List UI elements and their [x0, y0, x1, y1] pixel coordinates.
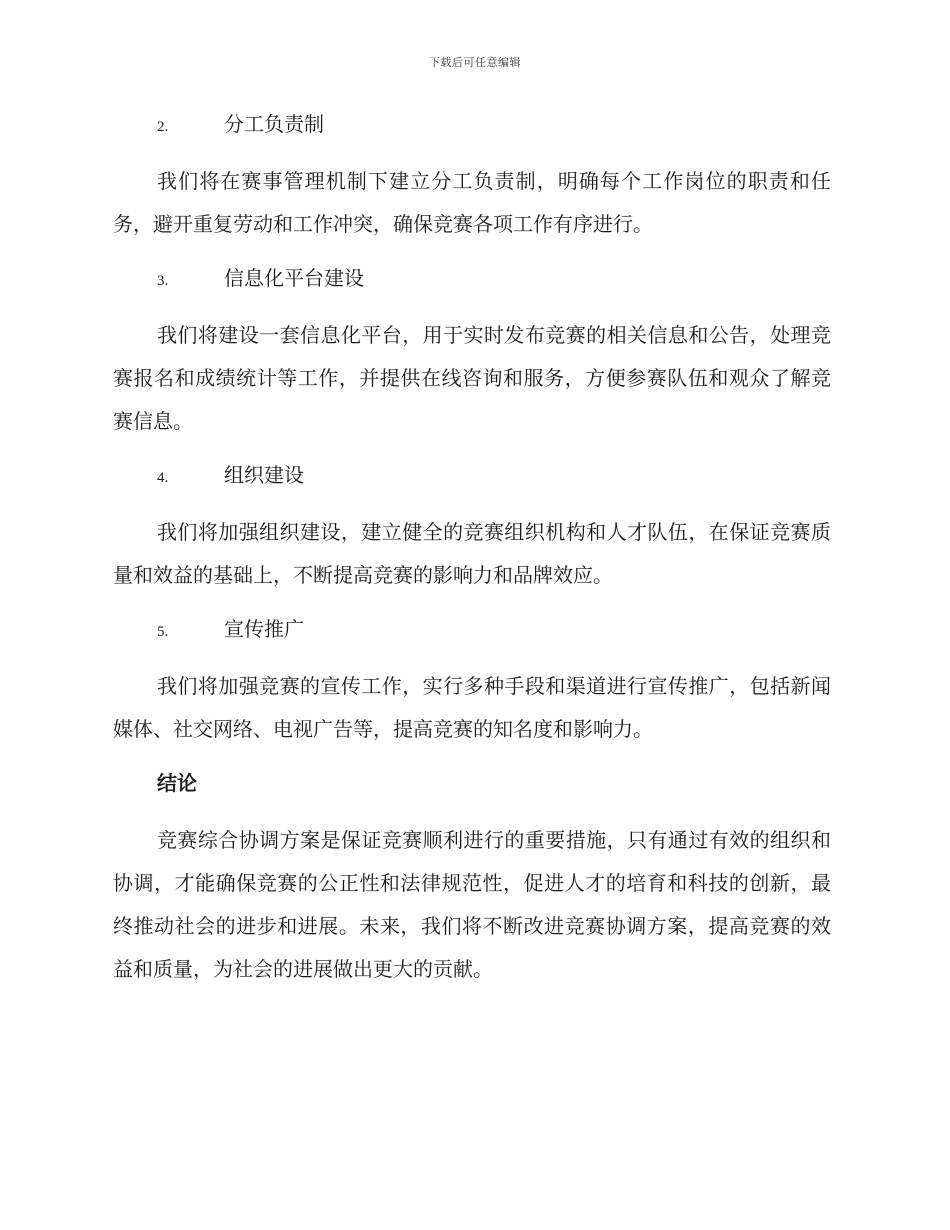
conclusion-paragraph: 竞赛综合协调方案是保证竞赛顺利进行的重要措施，只有通过有效的组织和协调，才能确保竞赛的公正性和法律规范性，促进人才的培育和科技的创新，最终推动社会的进步和进展。未来，我们将不断改进竞赛协调方案，提高竞赛的效益和质量，为社会的进展做出更大的贡献。 — [113, 828, 831, 981]
item-number: 3. — [157, 273, 169, 289]
item-number: 5. — [157, 624, 169, 640]
document-body — [113, 108, 831, 1007]
page-header: 下载后可任意编辑 — [429, 56, 521, 69]
item-title: 宣传推广 — [224, 617, 304, 641]
item-title: 分工负责制 — [224, 112, 324, 136]
item-paragraph: 我们将建设一套信息化平台，用于实时发布竞赛的相关信息和公告，处理竞赛报名和成绩统计等工作，并提供在线咨询和服务，方便参赛队伍和观众了解竞赛信息。 — [113, 323, 831, 433]
item-heading-2 — [113, 108, 831, 144]
item-paragraph: 我们将在赛事管理机制下建立分工负责制，明确每个工作岗位的职责和任务，避开重复劳动和工作冲突，确保竞赛各项工作有序进行。 — [113, 169, 831, 236]
item-heading-4 — [113, 459, 831, 495]
item-number: 2. — [157, 119, 169, 135]
item-paragraph: 我们将加强组织建设，建立健全的竞赛组织机构和人才队伍，在保证竞赛质量和效益的基础上，不断提高竞赛的影响力和品牌效应。 — [113, 520, 831, 587]
conclusion-heading: 结论 — [157, 771, 197, 795]
item-paragraph: 我们将加强竞赛的宣传工作，实行多种手段和渠道进行宣传推广，包括新闻媒体、社交网络、电视广告等，提高竞赛的知名度和影响力。 — [113, 674, 831, 741]
item-number: 4. — [157, 470, 169, 486]
item-heading-5 — [113, 613, 831, 649]
item-heading-3 — [113, 262, 831, 298]
item-title: 信息化平台建设 — [224, 266, 364, 290]
item-title: 组织建设 — [224, 463, 304, 487]
